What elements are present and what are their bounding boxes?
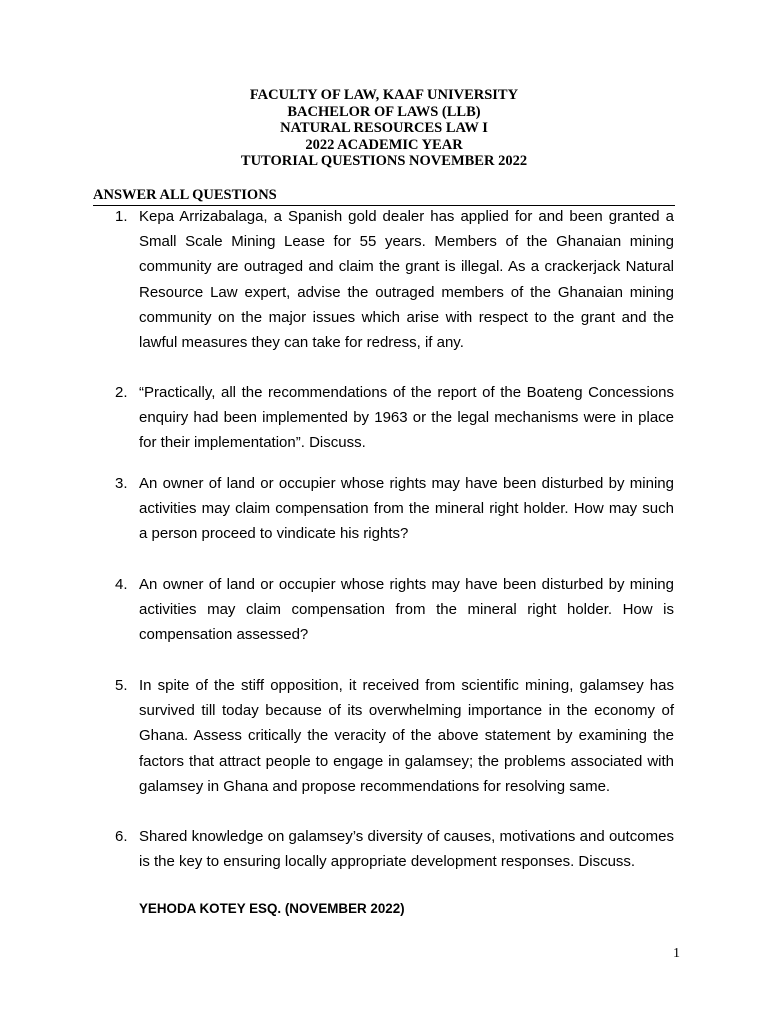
header-degree: BACHELOR OF LAWS (LLB) — [287, 103, 481, 120]
question-text: An owner of land or occupier whose rights may have been disturbed by mining activities may claim compensation from the mineral right holder. How may such a person proceed to vindicate his rights? — [139, 475, 674, 543]
author-signature: YEHODA KOTEY ESQ. (NOVEMBER 2022) — [139, 901, 405, 916]
header-faculty: FACULTY OF LAW, KAAF UNIVERSITY — [249, 87, 519, 103]
question-item — [115, 824, 674, 874]
question-text: Shared knowledge on galamsey’s diversity of causes, motivations and outcomes is the key to ensuring locally appropriate development responses. Discuss. — [139, 828, 674, 871]
question-text: “Practically, all the recommendations of the report of the Boateng Concessions enquiry had been implemented by 1963 or the legal mechanisms were in place for their implementation”. Discuss. — [139, 384, 674, 452]
header-academic-year: 2022 ACADEMIC YEAR — [305, 136, 463, 153]
question-item — [115, 380, 674, 456]
question-text: Kepa Arrizabalaga, a Spanish gold dealer has applied for and been granted a Small Scale Mining Lease for 55 years. Members of the Ghanaian mining community are outraged and claim the grant is illegal. As a crackerjack Natural Resource Law expert, advise the outraged members of the Ghanaian mining community on the major issues which arise with respect to the grant and the lawful measures they can take for redress, if any. — [139, 208, 674, 352]
question-item — [115, 204, 674, 355]
question-number: 5. — [115, 677, 128, 694]
question-number: 6. — [115, 828, 128, 845]
question-text: In spite of the stiff opposition, it received from scientific mining, galamsey has survived till today because of its overwhelming importance in the economy of Ghana. Assess critically the veracity of the above statement by examining the factors that attract people to engage in galamsey; the problems associated with galamsey in Ghana and propose recommendations for resolving same. — [139, 677, 674, 795]
question-item — [115, 471, 674, 547]
page-number: 1 — [673, 946, 680, 961]
header-course: NATURAL RESOURCES LAW I — [280, 120, 488, 137]
question-item — [115, 572, 674, 648]
document-header — [0, 87, 768, 170]
question-number: 1. — [115, 208, 128, 225]
question-number: 3. — [115, 475, 128, 492]
question-text: An owner of land or occupier whose rights may have been disturbed by mining activities may claim compensation from the mineral right holder. How is compensation assessed? — [139, 576, 674, 644]
instruction-heading: ANSWER ALL QUESTIONS — [93, 187, 675, 206]
question-number: 4. — [115, 576, 128, 593]
question-item — [115, 673, 674, 799]
question-number: 2. — [115, 384, 128, 401]
header-tutorial-title: TUTORIAL QUESTIONS NOVEMBER 2022 — [240, 153, 528, 170]
